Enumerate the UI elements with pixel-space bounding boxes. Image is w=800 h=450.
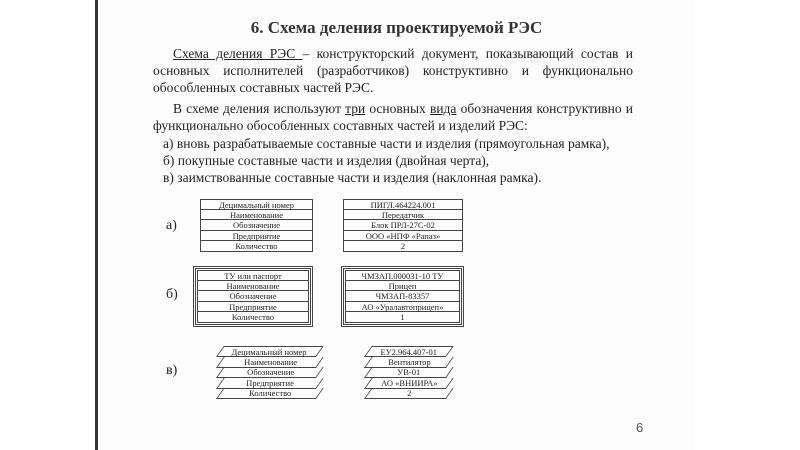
- row: АО «Уралавтоприцеп»: [345, 302, 460, 313]
- row: 2: [343, 241, 463, 252]
- text: В схеме деления используют: [173, 101, 346, 116]
- cell: УВ-01: [397, 367, 421, 377]
- label-c: в): [166, 363, 178, 378]
- row: [216, 357, 323, 368]
- frame-b-example: [341, 266, 464, 327]
- text: обозначения конструктивно и функционально обособленных составных частей и изделий РЭС:: [153, 101, 633, 133]
- row: Предприятие: [200, 231, 313, 242]
- row: Обозначение: [200, 220, 313, 231]
- row: ПИГЛ.464224.001: [343, 199, 463, 210]
- frame-a-template: [200, 199, 313, 252]
- document-page: [95, 0, 695, 450]
- label-a: а): [166, 218, 177, 233]
- cell: АО «ВНИИРА»: [381, 377, 438, 388]
- row: Прицеп: [345, 281, 460, 292]
- item-b: б) покупные составные части и изделия (двойная черта),: [163, 153, 490, 168]
- row: Обозначение: [197, 291, 309, 302]
- row: Количество: [197, 312, 309, 323]
- definition-text: – конструкторский документ, показывающий состав и основных исполнителей (разработчиков) конструктивно и функционально обособленных составных частей РЭС.: [153, 46, 633, 95]
- page-number: 6: [636, 420, 644, 435]
- row: Наименование: [197, 281, 309, 292]
- row: [216, 388, 323, 399]
- row: [364, 388, 453, 399]
- row: ЧМЗАП.000031-10 ТУ: [345, 270, 460, 281]
- row: [364, 367, 453, 378]
- page-title: 6. Схема деления проектируемой РЭС: [250, 18, 543, 37]
- row: ООО «НПФ «Рапаз»: [343, 231, 463, 242]
- cell: Вентилятор: [387, 356, 431, 367]
- frame-b-template: [193, 266, 313, 327]
- row: [364, 346, 453, 357]
- paragraph-kinds: [153, 100, 633, 134]
- item-a: а) вновь разрабатываемые составные части и изделия (прямоугольная рамка),: [163, 136, 610, 151]
- term: Схема деления РЭС: [173, 46, 303, 61]
- row: ТУ или паспорт: [197, 270, 309, 281]
- cell: Децимальный номер: [231, 347, 307, 357]
- text: вида: [429, 101, 457, 116]
- row: Наименование: [200, 210, 313, 221]
- cell: ЕУ2.964.407-01: [380, 347, 437, 357]
- row: [216, 367, 323, 378]
- row: Количество: [200, 241, 313, 252]
- item-c: в) заимствованные составные части и изделия (наклонная рамка).: [163, 170, 542, 185]
- frame-c-example: [368, 346, 450, 399]
- row: [216, 378, 323, 389]
- row: Передатчик: [343, 210, 463, 221]
- cell: Обозначение: [246, 367, 294, 377]
- frame-a-example: [343, 199, 463, 252]
- cell: Предприятие: [246, 377, 295, 388]
- row: ЧМЗАП-83357: [345, 291, 460, 302]
- row: Предприятие: [197, 302, 309, 313]
- paragraph-definition: [153, 45, 633, 96]
- label-b: б): [166, 287, 178, 302]
- row: [216, 346, 323, 357]
- frame-c-template: [220, 346, 320, 399]
- row: Децимальный номер: [200, 199, 313, 210]
- cell: 2: [407, 388, 412, 398]
- row: 1: [345, 312, 460, 323]
- row: [364, 378, 453, 389]
- row: [364, 357, 453, 368]
- text: три: [345, 101, 366, 116]
- cell: Наименование: [243, 356, 297, 367]
- row: Блок ПРЛ-27С-02: [343, 220, 463, 231]
- cell: Количество: [249, 388, 292, 398]
- text: основных: [365, 101, 430, 116]
